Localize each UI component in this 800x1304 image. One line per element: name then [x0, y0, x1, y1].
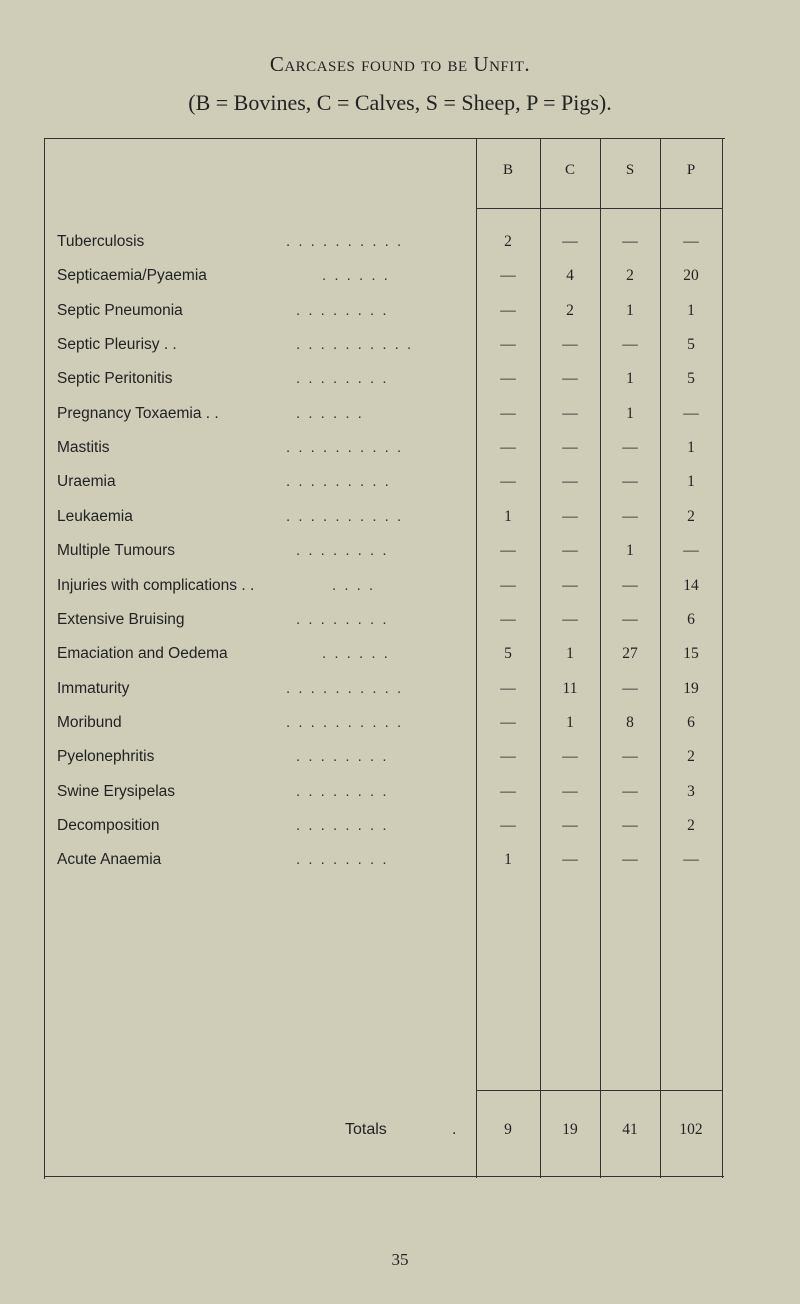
leader-dots: . . . . . . . .: [296, 748, 389, 765]
leader-dots: . . . . . . . . . .: [296, 336, 414, 353]
row-label: Swine Erysipelas: [57, 783, 176, 800]
table-cell: 1: [504, 851, 512, 868]
leader-dots: . . . . . . . . .: [286, 473, 391, 490]
row-label: Septic Peritonitis: [57, 370, 173, 387]
leader-dots: . . . . . . . . . .: [286, 233, 404, 250]
row-label: Mastitis: [57, 439, 110, 456]
table-cell: —: [500, 783, 516, 800]
table-cell: 5: [504, 645, 512, 662]
leader-dots: . . . . . . . . . .: [286, 439, 404, 456]
table-cell: 27: [622, 645, 638, 662]
table-cell: —: [500, 405, 516, 422]
table-cell: —: [562, 851, 578, 868]
leader-dots: . . . . . . . .: [296, 851, 389, 868]
table-cell: 14: [683, 577, 699, 594]
row-label: Immaturity: [57, 680, 130, 697]
table-cell: —: [562, 542, 578, 559]
table-cell: 1: [626, 370, 634, 387]
leader-dots: . . . .: [332, 577, 376, 594]
column-header-p: P: [686, 162, 696, 178]
leader-dots: . . . . . . . .: [296, 611, 389, 628]
table-cell: —: [500, 714, 516, 731]
table-cell: 6: [687, 611, 695, 628]
total-b: 9: [504, 1121, 512, 1138]
table-cell: 5: [687, 336, 695, 353]
table-cell: 2: [504, 233, 512, 250]
leader-dots: . . . . . . . . . .: [286, 508, 404, 525]
row-label: Septicaemia/Pyaemia: [57, 267, 207, 284]
row-label: Uraemia: [57, 473, 116, 490]
column-header-c: C: [564, 162, 575, 178]
table-cell: 1: [687, 473, 695, 490]
row-label: Emaciation and Oedema: [57, 645, 228, 662]
page-number: 35: [391, 1250, 409, 1269]
table-cell: 3: [687, 783, 695, 800]
row-label: Septic Pneumonia: [57, 302, 183, 319]
table-cell: 8: [626, 714, 634, 731]
total-c: 19: [562, 1121, 578, 1138]
table-cell: 2: [687, 748, 695, 765]
column-divider: [476, 138, 477, 1178]
table-cell: —: [562, 748, 578, 765]
table-cell: —: [500, 817, 516, 834]
table-cell: —: [683, 851, 699, 868]
column-header-s: S: [625, 162, 635, 178]
table-cell: 1: [626, 405, 634, 422]
table-cell: —: [500, 748, 516, 765]
leader-dots: . . . . . .: [322, 645, 390, 662]
row-label: Leukaemia: [57, 508, 133, 525]
table-cell: 1: [687, 302, 695, 319]
row-label: Acute Anaemia: [57, 851, 162, 868]
totals-rule: [476, 1090, 722, 1091]
row-label: Pyelonephritis: [57, 748, 155, 765]
table-cell: —: [622, 439, 638, 456]
table-cell: —: [500, 370, 516, 387]
table-cell: 2: [626, 267, 634, 284]
table-cell: 6: [687, 714, 695, 731]
table-cell: —: [562, 233, 578, 250]
table-cell: 2: [566, 302, 574, 319]
leader-dots: . . . . . . . .: [296, 542, 389, 559]
table-cell: —: [622, 851, 638, 868]
table-cell: —: [683, 233, 699, 250]
table-cell: —: [500, 611, 516, 628]
table-cell: —: [622, 577, 638, 594]
table-cell: —: [683, 542, 699, 559]
table-cell: —: [562, 611, 578, 628]
leader-dots: . . . . . . . .: [296, 302, 389, 319]
table-cell: —: [562, 783, 578, 800]
leader-dots: . . . . . .: [296, 405, 364, 422]
row-label: Decomposition: [57, 817, 160, 834]
table-cell: —: [562, 439, 578, 456]
table-cell: —: [500, 577, 516, 594]
table-cell: —: [500, 542, 516, 559]
table-cell: —: [500, 439, 516, 456]
row-label: Extensive Bruising: [57, 611, 185, 628]
row-label: Multiple Tumours: [57, 542, 176, 559]
table-cell: —: [622, 473, 638, 490]
table-cell: 11: [562, 680, 578, 697]
table-cell: —: [622, 680, 638, 697]
table-cell: —: [622, 611, 638, 628]
table-cell: 1: [626, 302, 634, 319]
total-s: 41: [622, 1121, 638, 1138]
leader-dots: . . . . . . . .: [296, 783, 389, 800]
table-cell: —: [683, 405, 699, 422]
leader-dots: . . . . . .: [322, 267, 390, 284]
table-bottom-rule: [44, 1176, 724, 1177]
totals-label: Totals: [345, 1121, 387, 1138]
leader-dots: . . . . . . . .: [296, 817, 389, 834]
table-cell: —: [500, 680, 516, 697]
table-cell: 5: [687, 370, 695, 387]
table-cell: —: [562, 336, 578, 353]
table-cell: —: [622, 817, 638, 834]
table-cell: —: [562, 473, 578, 490]
table-subtitle: (B = Bovines, C = Calves, S = Sheep, P = Pigs).: [188, 90, 612, 115]
table-cell: 2: [687, 817, 695, 834]
leader-dots: . . . . . . . . . .: [286, 680, 404, 697]
row-label: Septic Pleurisy . .: [57, 336, 177, 353]
table-cell: —: [500, 302, 516, 319]
table-title: Carcases found to be Unfit.: [269, 52, 531, 76]
table-cell: —: [562, 508, 578, 525]
column-header-b: B: [502, 162, 513, 178]
table-cell: —: [562, 577, 578, 594]
leader-dots: . . . . . . . .: [296, 370, 389, 387]
row-label: Pregnancy Toxaemia . .: [57, 405, 219, 422]
table-cell: 19: [683, 680, 699, 697]
header-rule: [476, 208, 722, 209]
table-cell: 1: [566, 714, 574, 731]
table-cell: —: [562, 370, 578, 387]
table-cell: —: [622, 508, 638, 525]
table-cell: 1: [504, 508, 512, 525]
table-cell: —: [500, 336, 516, 353]
table-cell: 2: [687, 508, 695, 525]
table-cell: —: [622, 748, 638, 765]
table-cell: —: [562, 405, 578, 422]
table-cell: —: [622, 783, 638, 800]
table-cell: 4: [566, 267, 574, 284]
table-cell: 1: [687, 439, 695, 456]
column-divider: [722, 138, 723, 1178]
table-cell: 15: [683, 645, 699, 662]
table-cell: 20: [683, 267, 699, 284]
table-cell: —: [562, 817, 578, 834]
table-cell: —: [500, 473, 516, 490]
totals-leader-dot: .: [452, 1121, 457, 1138]
table-cell: —: [622, 336, 638, 353]
table-cell: 1: [626, 542, 634, 559]
row-label: Moribund: [57, 714, 122, 731]
table-cell: —: [500, 267, 516, 284]
table-cell: 1: [566, 645, 574, 662]
row-label: Tuberculosis: [57, 233, 145, 250]
leader-dots: . . . . . . . . . .: [286, 714, 404, 731]
row-label: Injuries with complications . .: [57, 577, 255, 594]
table-cell: —: [622, 233, 638, 250]
total-p: 102: [679, 1121, 703, 1138]
